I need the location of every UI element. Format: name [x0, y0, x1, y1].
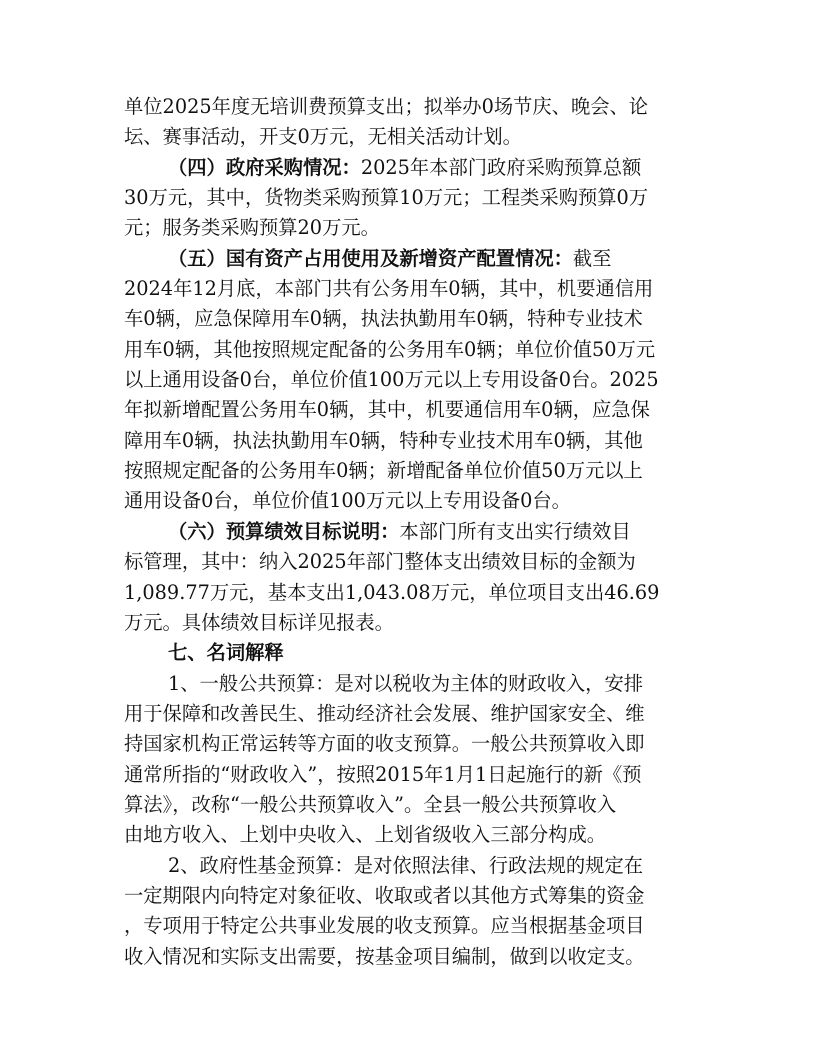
paragraph-line: 单位2025年度无培训费预算支出；拟举办0场节庆、晚会、论: [124, 95, 649, 118]
section-4-heading: （四）政府采购情况：: [168, 155, 361, 179]
section-7-heading: 七、名词解释: [168, 641, 284, 665]
paragraph-line: 30万元，其中，货物类采购预算10万元；工程类采购预算0万: [124, 186, 649, 210]
paragraph-line: 坛、赛事活动，开支0万元，无相关活动计划。: [124, 125, 522, 149]
section-4-first-line: [124, 154, 700, 182]
paragraph-line: 用于保障和改善民生、推动经济社会发展、维护国家安全、维: [124, 701, 645, 725]
paragraph-line: 持国家机构正常运转等方面的收支预算。一般公共预算收入即: [124, 732, 645, 756]
document-body: [124, 93, 700, 973]
paragraph-line: 车0辆，应急保障用车0辆，执法执勤用车0辆，特种专业技术: [124, 307, 643, 331]
section-6-first-line-text: 本部门所有支出实行绩效目: [399, 519, 631, 543]
paragraph-line: 收入情况和实际支出需要，按基金项目编制，做到以收定支。: [124, 944, 645, 968]
term-1-first-line: 1、一般公共预算：是对以税收为主体的财政收入，安排: [168, 671, 644, 695]
section-4-first-line-text: 2025年本部门政府采购预算总额: [360, 155, 642, 179]
term-2-first-line: 2、政府性基金预算：是对依照法律、行政法规的规定在: [168, 853, 644, 877]
paragraph-line: 1,089.77万元，基本支出1,043.08万元，单位项目支出46.69: [124, 580, 660, 604]
paragraph-line: 年拟新增配置公务用车0辆，其中，机要通信用车0辆，应急保: [124, 398, 650, 422]
paragraph-line: 以上通用设备0台，单位价值100万元以上专用设备0台。2025: [124, 368, 659, 392]
paragraph-line: 一定期限内向特定对象征收、收取或者以其他方式筹集的资金: [124, 883, 645, 907]
paragraph-line: 通常所指的“财政收入”，按照2015年1月1日起施行的新《预: [124, 762, 642, 786]
section-5-heading: （五）国有资产占用使用及新增资产配置情况：: [168, 246, 573, 270]
paragraph-line: 元；服务类采购预算20万元。: [124, 216, 380, 240]
paragraph-line: 算法》，改称“一般公共预算收入”。全县一般公共预算收入: [124, 792, 617, 816]
paragraph-line: 2024年12月底，本部门共有公务用车0辆，其中，机要通信用: [124, 277, 654, 301]
paragraph-line: 万元。具体绩效目标详见报表。: [124, 610, 394, 634]
paragraph-line: 标管理，其中：纳入2025年部门整体支出绩效目标的金额为: [124, 550, 636, 574]
paragraph-line: 通用设备0台，单位价值100万元以上专用设备0台。: [124, 489, 571, 513]
paragraph-line: 按照规定配备的公务用车0辆；新增配备单位价值50万元以上: [124, 459, 643, 483]
section-6-first-line: [124, 518, 700, 546]
section-5-first-line: [124, 245, 700, 273]
paragraph-line: 用车0辆，其他按照规定配备的公务用车0辆；单位价值50万元: [124, 337, 656, 361]
section-6-heading: （六）预算绩效目标说明：: [168, 519, 400, 543]
paragraph-line: ，专项用于特定公共事业发展的收支预算。应当根据基金项目: [124, 914, 645, 938]
paragraph-line: 障用车0辆，执法执勤用车0辆，特种专业技术用车0辆，其他: [124, 428, 643, 452]
paragraph-line: 由地方收入、上划中央收入、上划省级收入三部分构成。: [124, 823, 607, 847]
section-5-first-line-text: 截至: [572, 246, 612, 270]
